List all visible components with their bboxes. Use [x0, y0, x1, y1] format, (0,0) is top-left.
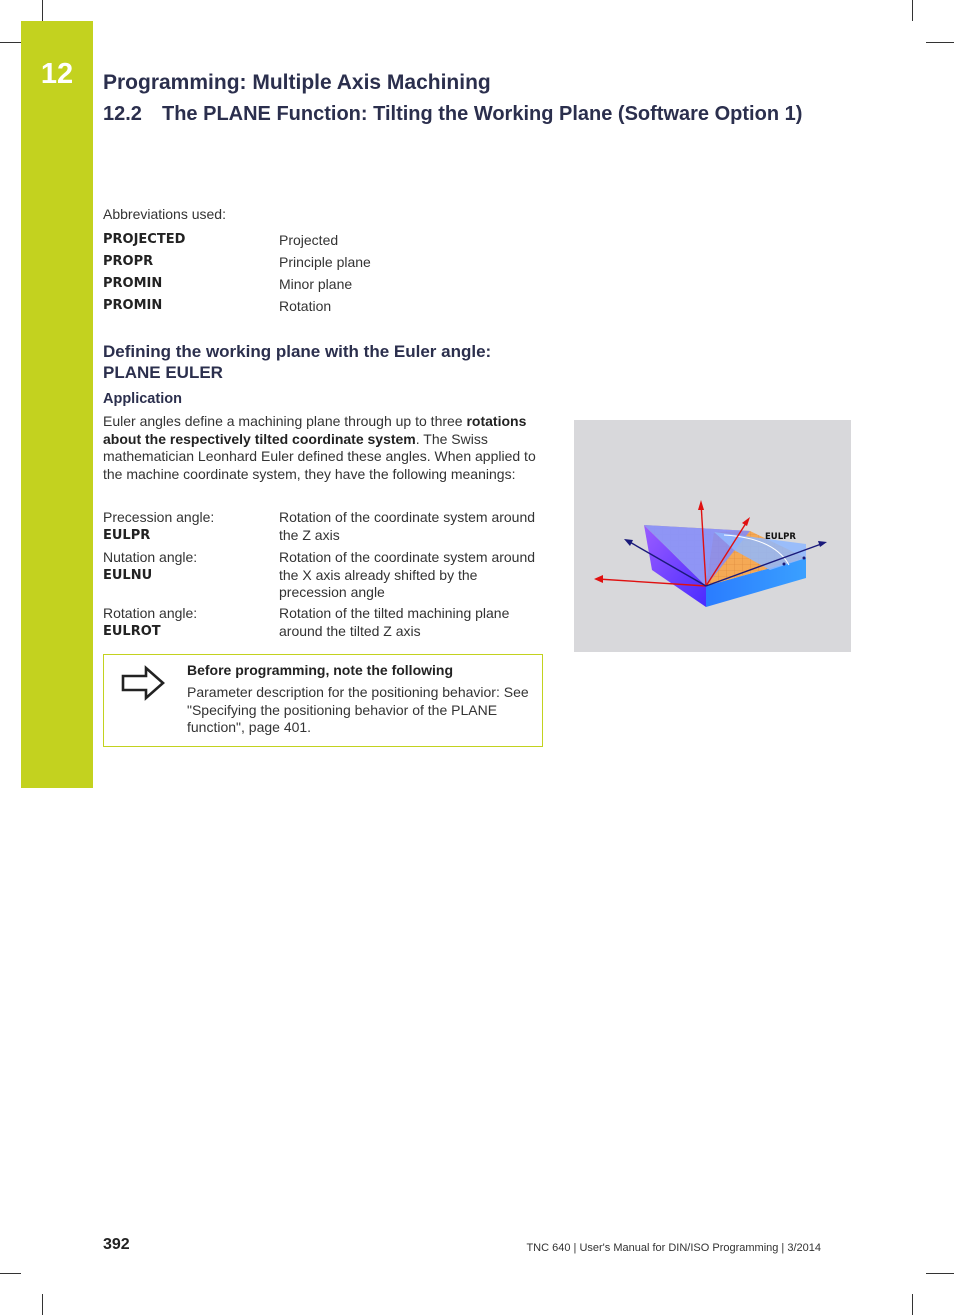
- note-box: [103, 654, 543, 747]
- abbreviation-value: Rotation: [279, 298, 332, 314]
- section-title-text: The PLANE Function: Tilting the Working Plane (Software Option 1): [162, 103, 803, 125]
- crop-mark: [0, 42, 21, 43]
- abbreviation-key: PROJECTED: [103, 232, 186, 247]
- subheading: Application: [103, 391, 182, 407]
- crop-mark: [0, 1273, 21, 1274]
- crop-mark: [42, 0, 43, 21]
- section-heading-line: PLANE EULER: [103, 363, 223, 382]
- definition-description: Rotation of the tilted machining plane around the tilted Z axis: [279, 605, 510, 639]
- section-heading: [103, 341, 491, 383]
- abbreviation-key: PROPR: [103, 254, 154, 269]
- definition-term: [103, 605, 273, 640]
- abbreviation-value: Principle plane: [279, 254, 371, 270]
- section-number: 12.2: [103, 103, 142, 125]
- note-body: Parameter description for the positioning behavior: See "Specifying the positioning behavior of the PLANE function", page 401.: [187, 684, 529, 735]
- crop-mark: [926, 1273, 954, 1274]
- crop-mark: [42, 1294, 43, 1315]
- page-number: 392: [103, 1236, 130, 1253]
- definition-description: Rotation of the coordinate system around the X axis already shifted by the precession angle: [279, 549, 536, 600]
- abbreviation-row: [103, 276, 543, 298]
- abbreviation-row: [103, 232, 543, 254]
- abbreviation-value: Minor plane: [279, 276, 353, 292]
- abbreviation-key: PROMIN: [103, 298, 163, 313]
- abbreviation-row: [103, 254, 543, 276]
- figure-label: EULPR: [765, 532, 796, 542]
- paragraph-text: Euler angles define a machining plane through up to three: [103, 413, 467, 429]
- definition-term: [103, 509, 273, 544]
- abbreviations-intro: Abbreviations used:: [103, 206, 226, 222]
- abbreviation-value: Projected: [279, 232, 339, 248]
- definition-term-label: Nutation angle:: [103, 549, 198, 565]
- crop-mark: [912, 0, 913, 21]
- definition-code: EULPR: [103, 527, 151, 543]
- definition-term: [103, 549, 273, 584]
- footer-text: TNC 640 | User's Manual for DIN/ISO Programming | 3/2014: [526, 1242, 821, 1254]
- definition-term-label: Precession angle:: [103, 509, 215, 525]
- arrow-right-icon: [120, 665, 166, 701]
- chapter-title: Programming: Multiple Axis Machining: [103, 71, 491, 94]
- paragraph-text: . The Swiss mathematician Leonhard Euler defined these angles. When applied to the machine coordinate system, they have the following meanings:: [103, 430, 536, 483]
- definition-term-label: Rotation angle:: [103, 605, 198, 621]
- paragraph-bold-text: rotations about the respectively tilted coordinate system: [103, 413, 527, 447]
- crop-mark: [912, 1294, 913, 1315]
- definition-code: EULROT: [103, 623, 161, 639]
- note-title: Before programming, note the following: [187, 662, 453, 678]
- application-paragraph: [103, 413, 543, 484]
- euler-plane-illustration: [574, 420, 851, 652]
- chapter-number: 12: [40, 58, 74, 90]
- section-title: [103, 103, 802, 126]
- crop-mark: [926, 42, 954, 43]
- definition-description: Rotation of the coordinate system around the Z axis: [279, 509, 536, 543]
- abbreviation-row: [103, 298, 543, 320]
- chapter-sidebar: [21, 21, 93, 788]
- euler-angle-figure: [574, 420, 851, 652]
- definition-code: EULNU: [103, 567, 153, 583]
- section-heading-line: Defining the working plane with the Euler angle:: [103, 342, 492, 361]
- abbreviation-key: PROMIN: [103, 276, 163, 291]
